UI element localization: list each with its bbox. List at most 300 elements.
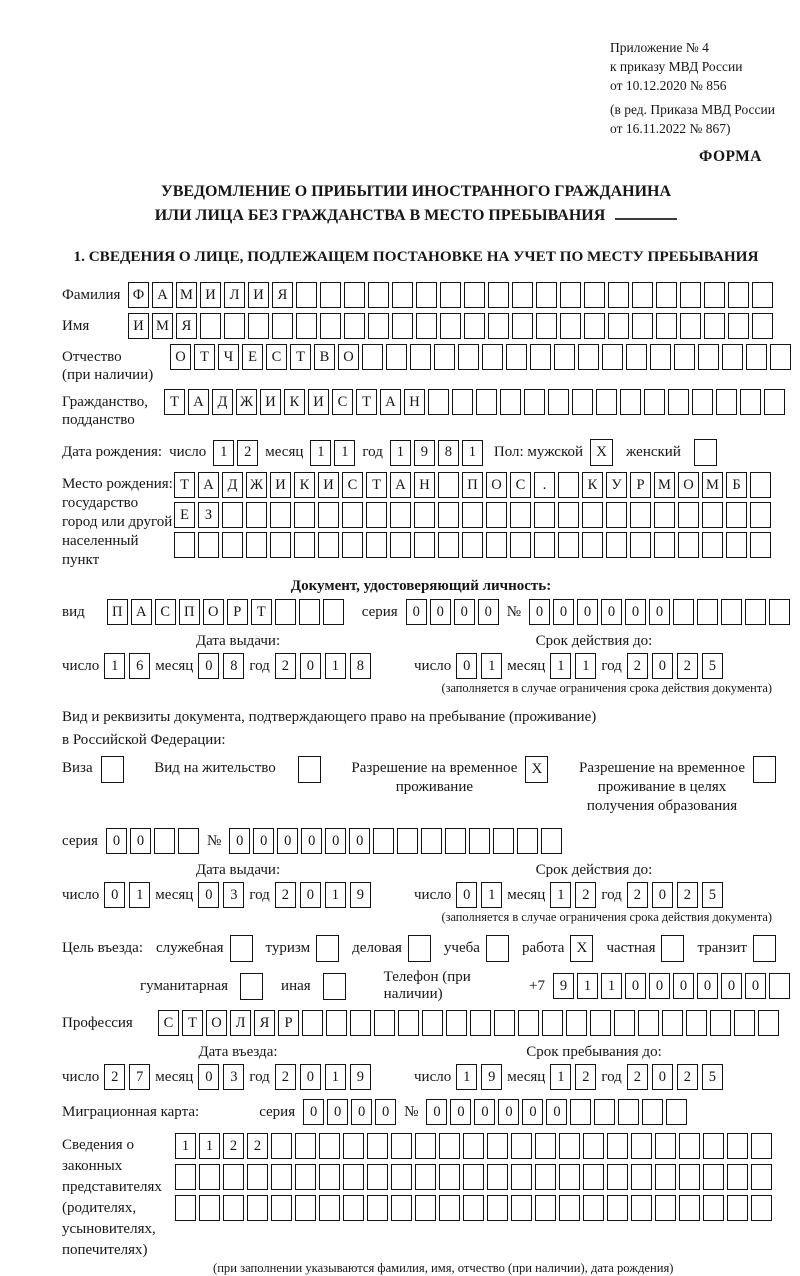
char-cell[interactable]: 2 bbox=[104, 1064, 125, 1090]
char-cell[interactable]: 6 bbox=[129, 653, 150, 679]
visa-checkbox[interactable] bbox=[101, 756, 124, 783]
sex-female-checkbox[interactable] bbox=[694, 439, 717, 466]
char-cell[interactable]: Ж bbox=[246, 472, 267, 498]
char-cell[interactable] bbox=[511, 1133, 532, 1159]
char-cell[interactable]: 2 bbox=[627, 882, 648, 908]
char-cell[interactable] bbox=[710, 1010, 731, 1036]
char-cell[interactable]: 0 bbox=[697, 973, 718, 999]
char-cell[interactable] bbox=[476, 389, 497, 415]
char-cell[interactable]: 0 bbox=[456, 882, 477, 908]
char-cell[interactable]: 1 bbox=[577, 973, 598, 999]
char-cell[interactable] bbox=[224, 313, 245, 339]
char-cell[interactable]: И bbox=[270, 472, 291, 498]
char-cell[interactable]: 0 bbox=[529, 599, 550, 625]
char-cell[interactable] bbox=[678, 502, 699, 528]
purpose-humanitarian-checkbox[interactable] bbox=[240, 973, 263, 1000]
char-cell[interactable] bbox=[422, 1010, 443, 1036]
char-cell[interactable]: 0 bbox=[253, 828, 274, 854]
char-cell[interactable] bbox=[247, 1195, 268, 1221]
char-cell[interactable]: 1 bbox=[601, 973, 622, 999]
char-cell[interactable]: 0 bbox=[522, 1099, 543, 1125]
purpose-work-checkbox[interactable]: X bbox=[570, 935, 593, 962]
char-cell[interactable] bbox=[656, 282, 677, 308]
char-cell[interactable] bbox=[726, 532, 747, 558]
char-cell[interactable] bbox=[390, 532, 411, 558]
char-cell[interactable] bbox=[582, 502, 603, 528]
char-cell[interactable] bbox=[758, 1010, 779, 1036]
char-cell[interactable]: И bbox=[248, 282, 269, 308]
char-cell[interactable] bbox=[559, 1164, 580, 1190]
char-cell[interactable] bbox=[469, 828, 490, 854]
char-cell[interactable]: 1 bbox=[550, 1064, 571, 1090]
char-cell[interactable] bbox=[415, 1195, 436, 1221]
char-cell[interactable]: 2 bbox=[247, 1133, 268, 1159]
char-cell[interactable]: 1 bbox=[481, 882, 502, 908]
char-cell[interactable]: 0 bbox=[450, 1099, 471, 1125]
char-cell[interactable] bbox=[727, 1195, 748, 1221]
char-cell[interactable] bbox=[373, 828, 394, 854]
purpose-business-checkbox[interactable] bbox=[408, 935, 431, 962]
char-cell[interactable] bbox=[270, 502, 291, 528]
char-cell[interactable] bbox=[734, 1010, 755, 1036]
char-cell[interactable] bbox=[222, 502, 243, 528]
char-cell[interactable]: 1 bbox=[325, 653, 346, 679]
char-cell[interactable] bbox=[246, 502, 267, 528]
char-cell[interactable] bbox=[751, 1133, 772, 1159]
char-cell[interactable]: К bbox=[582, 472, 603, 498]
char-cell[interactable]: 0 bbox=[553, 599, 574, 625]
char-cell[interactable]: 1 bbox=[481, 653, 502, 679]
char-cell[interactable]: 0 bbox=[300, 1064, 321, 1090]
char-cell[interactable]: Е bbox=[242, 344, 263, 370]
char-cell[interactable]: О bbox=[170, 344, 191, 370]
char-cell[interactable] bbox=[174, 532, 195, 558]
char-cell[interactable] bbox=[390, 502, 411, 528]
char-cell[interactable]: Д bbox=[212, 389, 233, 415]
char-cell[interactable] bbox=[512, 282, 533, 308]
char-cell[interactable] bbox=[583, 1195, 604, 1221]
char-cell[interactable] bbox=[721, 599, 742, 625]
char-cell[interactable] bbox=[486, 532, 507, 558]
char-cell[interactable]: 0 bbox=[721, 973, 742, 999]
char-cell[interactable] bbox=[464, 313, 485, 339]
char-cell[interactable]: А bbox=[380, 389, 401, 415]
char-cell[interactable] bbox=[608, 282, 629, 308]
char-cell[interactable]: 2 bbox=[275, 882, 296, 908]
char-cell[interactable] bbox=[222, 532, 243, 558]
char-cell[interactable] bbox=[368, 282, 389, 308]
char-cell[interactable] bbox=[631, 1133, 652, 1159]
char-cell[interactable]: А bbox=[390, 472, 411, 498]
char-cell[interactable]: 5 bbox=[702, 882, 723, 908]
char-cell[interactable] bbox=[716, 389, 737, 415]
char-cell[interactable]: Д bbox=[222, 472, 243, 498]
char-cell[interactable] bbox=[631, 1164, 652, 1190]
char-cell[interactable] bbox=[296, 282, 317, 308]
char-cell[interactable] bbox=[410, 344, 431, 370]
char-cell[interactable] bbox=[584, 313, 605, 339]
char-cell[interactable] bbox=[462, 502, 483, 528]
char-cell[interactable] bbox=[626, 344, 647, 370]
char-cell[interactable]: Р bbox=[227, 599, 248, 625]
char-cell[interactable]: 2 bbox=[627, 653, 648, 679]
char-cell[interactable]: С bbox=[342, 472, 363, 498]
char-cell[interactable] bbox=[679, 1164, 700, 1190]
char-cell[interactable] bbox=[446, 1010, 467, 1036]
char-cell[interactable]: О bbox=[206, 1010, 227, 1036]
char-cell[interactable] bbox=[607, 1164, 628, 1190]
char-cell[interactable] bbox=[438, 472, 459, 498]
char-cell[interactable]: 2 bbox=[677, 1064, 698, 1090]
char-cell[interactable] bbox=[554, 344, 575, 370]
char-cell[interactable] bbox=[703, 1164, 724, 1190]
char-cell[interactable] bbox=[607, 1195, 628, 1221]
char-cell[interactable]: П bbox=[462, 472, 483, 498]
char-cell[interactable] bbox=[590, 1010, 611, 1036]
char-cell[interactable] bbox=[583, 1164, 604, 1190]
char-cell[interactable] bbox=[319, 1133, 340, 1159]
char-cell[interactable]: Т bbox=[174, 472, 195, 498]
char-cell[interactable] bbox=[366, 532, 387, 558]
char-cell[interactable] bbox=[392, 282, 413, 308]
char-cell[interactable]: 2 bbox=[677, 882, 698, 908]
char-cell[interactable] bbox=[655, 1164, 676, 1190]
char-cell[interactable]: И bbox=[128, 313, 149, 339]
char-cell[interactable] bbox=[438, 532, 459, 558]
char-cell[interactable] bbox=[445, 828, 466, 854]
purpose-tourism-checkbox[interactable] bbox=[316, 935, 339, 962]
char-cell[interactable] bbox=[397, 828, 418, 854]
char-cell[interactable] bbox=[727, 1133, 748, 1159]
char-cell[interactable]: 0 bbox=[349, 828, 370, 854]
char-cell[interactable]: 2 bbox=[677, 653, 698, 679]
char-cell[interactable] bbox=[510, 502, 531, 528]
char-cell[interactable] bbox=[391, 1195, 412, 1221]
char-cell[interactable]: Ф bbox=[128, 282, 149, 308]
char-cell[interactable] bbox=[223, 1195, 244, 1221]
char-cell[interactable] bbox=[294, 532, 315, 558]
char-cell[interactable]: 0 bbox=[652, 1064, 673, 1090]
char-cell[interactable] bbox=[750, 472, 771, 498]
char-cell[interactable] bbox=[752, 313, 773, 339]
char-cell[interactable]: 1 bbox=[310, 440, 331, 466]
char-cell[interactable]: О bbox=[338, 344, 359, 370]
char-cell[interactable]: С bbox=[510, 472, 531, 498]
char-cell[interactable] bbox=[674, 344, 695, 370]
char-cell[interactable] bbox=[343, 1195, 364, 1221]
char-cell[interactable] bbox=[602, 344, 623, 370]
char-cell[interactable] bbox=[517, 828, 538, 854]
char-cell[interactable] bbox=[566, 1010, 587, 1036]
char-cell[interactable] bbox=[606, 502, 627, 528]
char-cell[interactable]: 0 bbox=[478, 599, 499, 625]
char-cell[interactable] bbox=[386, 344, 407, 370]
char-cell[interactable] bbox=[178, 828, 199, 854]
char-cell[interactable]: 5 bbox=[702, 653, 723, 679]
char-cell[interactable] bbox=[726, 502, 747, 528]
purpose-private-checkbox[interactable] bbox=[661, 935, 684, 962]
char-cell[interactable]: 1 bbox=[325, 882, 346, 908]
char-cell[interactable] bbox=[493, 828, 514, 854]
char-cell[interactable] bbox=[367, 1195, 388, 1221]
char-cell[interactable] bbox=[464, 282, 485, 308]
char-cell[interactable]: Р bbox=[278, 1010, 299, 1036]
char-cell[interactable]: 0 bbox=[130, 828, 151, 854]
char-cell[interactable]: 1 bbox=[575, 653, 596, 679]
char-cell[interactable] bbox=[656, 313, 677, 339]
char-cell[interactable] bbox=[500, 389, 521, 415]
char-cell[interactable]: 1 bbox=[550, 653, 571, 679]
char-cell[interactable]: 3 bbox=[223, 882, 244, 908]
char-cell[interactable] bbox=[559, 1195, 580, 1221]
char-cell[interactable] bbox=[487, 1195, 508, 1221]
char-cell[interactable] bbox=[175, 1164, 196, 1190]
char-cell[interactable] bbox=[366, 502, 387, 528]
char-cell[interactable] bbox=[558, 502, 579, 528]
char-cell[interactable]: 0 bbox=[375, 1099, 396, 1125]
char-cell[interactable]: 0 bbox=[649, 599, 670, 625]
char-cell[interactable]: 1 bbox=[175, 1133, 196, 1159]
char-cell[interactable]: Т bbox=[251, 599, 272, 625]
purpose-transit-checkbox[interactable] bbox=[753, 935, 776, 962]
char-cell[interactable]: 0 bbox=[652, 882, 673, 908]
sex-male-checkbox[interactable]: X bbox=[590, 439, 613, 466]
char-cell[interactable]: 0 bbox=[104, 882, 125, 908]
char-cell[interactable] bbox=[428, 389, 449, 415]
char-cell[interactable]: 3 bbox=[223, 1064, 244, 1090]
char-cell[interactable] bbox=[223, 1164, 244, 1190]
char-cell[interactable]: 2 bbox=[575, 882, 596, 908]
char-cell[interactable] bbox=[728, 282, 749, 308]
char-cell[interactable] bbox=[570, 1099, 591, 1125]
char-cell[interactable]: 2 bbox=[237, 440, 258, 466]
char-cell[interactable] bbox=[535, 1195, 556, 1221]
char-cell[interactable] bbox=[439, 1133, 460, 1159]
char-cell[interactable] bbox=[367, 1133, 388, 1159]
char-cell[interactable] bbox=[198, 532, 219, 558]
char-cell[interactable] bbox=[703, 1133, 724, 1159]
char-cell[interactable] bbox=[704, 282, 725, 308]
char-cell[interactable]: 0 bbox=[406, 599, 427, 625]
char-cell[interactable] bbox=[248, 313, 269, 339]
char-cell[interactable]: М bbox=[152, 313, 173, 339]
char-cell[interactable]: С bbox=[155, 599, 176, 625]
char-cell[interactable] bbox=[530, 344, 551, 370]
char-cell[interactable] bbox=[342, 532, 363, 558]
char-cell[interactable] bbox=[728, 313, 749, 339]
char-cell[interactable]: 2 bbox=[575, 1064, 596, 1090]
char-cell[interactable] bbox=[398, 1010, 419, 1036]
char-cell[interactable] bbox=[764, 389, 785, 415]
char-cell[interactable]: 0 bbox=[277, 828, 298, 854]
char-cell[interactable] bbox=[698, 344, 719, 370]
char-cell[interactable] bbox=[596, 389, 617, 415]
char-cell[interactable] bbox=[392, 313, 413, 339]
char-cell[interactable] bbox=[421, 828, 442, 854]
char-cell[interactable]: . bbox=[534, 472, 555, 498]
char-cell[interactable] bbox=[452, 389, 473, 415]
char-cell[interactable] bbox=[536, 313, 557, 339]
char-cell[interactable] bbox=[620, 389, 641, 415]
char-cell[interactable] bbox=[350, 1010, 371, 1036]
char-cell[interactable] bbox=[414, 502, 435, 528]
char-cell[interactable] bbox=[584, 282, 605, 308]
char-cell[interactable] bbox=[272, 313, 293, 339]
char-cell[interactable]: 1 bbox=[456, 1064, 477, 1090]
char-cell[interactable] bbox=[608, 313, 629, 339]
char-cell[interactable] bbox=[518, 1010, 539, 1036]
char-cell[interactable] bbox=[558, 532, 579, 558]
char-cell[interactable] bbox=[434, 344, 455, 370]
char-cell[interactable]: Н bbox=[414, 472, 435, 498]
char-cell[interactable]: У bbox=[606, 472, 627, 498]
char-cell[interactable] bbox=[722, 344, 743, 370]
char-cell[interactable] bbox=[320, 313, 341, 339]
char-cell[interactable]: 0 bbox=[625, 599, 646, 625]
char-cell[interactable] bbox=[769, 599, 790, 625]
char-cell[interactable]: 0 bbox=[198, 882, 219, 908]
residence-permit-checkbox[interactable] bbox=[298, 756, 321, 783]
char-cell[interactable] bbox=[246, 532, 267, 558]
char-cell[interactable] bbox=[318, 502, 339, 528]
char-cell[interactable] bbox=[702, 502, 723, 528]
char-cell[interactable] bbox=[470, 1010, 491, 1036]
char-cell[interactable]: 0 bbox=[301, 828, 322, 854]
char-cell[interactable] bbox=[199, 1164, 220, 1190]
temp-residence-checkbox[interactable]: X bbox=[525, 756, 548, 783]
char-cell[interactable]: 0 bbox=[454, 599, 475, 625]
char-cell[interactable] bbox=[391, 1164, 412, 1190]
char-cell[interactable]: 9 bbox=[481, 1064, 502, 1090]
char-cell[interactable]: О bbox=[678, 472, 699, 498]
char-cell[interactable] bbox=[510, 532, 531, 558]
char-cell[interactable] bbox=[535, 1133, 556, 1159]
char-cell[interactable]: Т bbox=[356, 389, 377, 415]
char-cell[interactable]: Б bbox=[726, 472, 747, 498]
char-cell[interactable] bbox=[692, 389, 713, 415]
char-cell[interactable]: 9 bbox=[414, 440, 435, 466]
char-cell[interactable] bbox=[299, 599, 320, 625]
char-cell[interactable]: Л bbox=[224, 282, 245, 308]
char-cell[interactable]: 0 bbox=[198, 1064, 219, 1090]
char-cell[interactable]: 0 bbox=[426, 1099, 447, 1125]
char-cell[interactable]: Т bbox=[164, 389, 185, 415]
char-cell[interactable] bbox=[536, 282, 557, 308]
char-cell[interactable] bbox=[703, 1195, 724, 1221]
char-cell[interactable]: 0 bbox=[430, 599, 451, 625]
char-cell[interactable]: 0 bbox=[474, 1099, 495, 1125]
char-cell[interactable]: 9 bbox=[553, 973, 574, 999]
temp-residence-education-checkbox[interactable] bbox=[753, 756, 776, 783]
char-cell[interactable] bbox=[560, 282, 581, 308]
char-cell[interactable]: 2 bbox=[275, 653, 296, 679]
char-cell[interactable]: 7 bbox=[129, 1064, 150, 1090]
char-cell[interactable] bbox=[727, 1164, 748, 1190]
char-cell[interactable]: Я bbox=[272, 282, 293, 308]
char-cell[interactable]: 9 bbox=[350, 882, 371, 908]
char-cell[interactable]: 0 bbox=[198, 653, 219, 679]
char-cell[interactable]: 2 bbox=[223, 1133, 244, 1159]
char-cell[interactable] bbox=[488, 313, 509, 339]
char-cell[interactable] bbox=[607, 1133, 628, 1159]
char-cell[interactable] bbox=[770, 344, 791, 370]
char-cell[interactable]: Т bbox=[194, 344, 215, 370]
char-cell[interactable]: 1 bbox=[199, 1133, 220, 1159]
char-cell[interactable]: 2 bbox=[627, 1064, 648, 1090]
char-cell[interactable]: С bbox=[158, 1010, 179, 1036]
char-cell[interactable]: 0 bbox=[456, 653, 477, 679]
char-cell[interactable] bbox=[630, 502, 651, 528]
char-cell[interactable] bbox=[367, 1164, 388, 1190]
char-cell[interactable] bbox=[458, 344, 479, 370]
char-cell[interactable]: 0 bbox=[625, 973, 646, 999]
char-cell[interactable]: Ч bbox=[218, 344, 239, 370]
char-cell[interactable] bbox=[295, 1133, 316, 1159]
char-cell[interactable] bbox=[614, 1010, 635, 1036]
purpose-official-checkbox[interactable] bbox=[230, 935, 253, 962]
char-cell[interactable] bbox=[751, 1164, 772, 1190]
char-cell[interactable]: А bbox=[152, 282, 173, 308]
char-cell[interactable] bbox=[769, 973, 790, 999]
char-cell[interactable] bbox=[535, 1164, 556, 1190]
char-cell[interactable] bbox=[534, 502, 555, 528]
char-cell[interactable] bbox=[438, 502, 459, 528]
char-cell[interactable] bbox=[487, 1164, 508, 1190]
char-cell[interactable] bbox=[680, 282, 701, 308]
char-cell[interactable] bbox=[416, 313, 437, 339]
char-cell[interactable] bbox=[511, 1195, 532, 1221]
char-cell[interactable] bbox=[463, 1133, 484, 1159]
char-cell[interactable]: 0 bbox=[300, 882, 321, 908]
char-cell[interactable] bbox=[374, 1010, 395, 1036]
char-cell[interactable] bbox=[578, 344, 599, 370]
char-cell[interactable] bbox=[750, 532, 771, 558]
char-cell[interactable]: И bbox=[200, 282, 221, 308]
char-cell[interactable] bbox=[524, 389, 545, 415]
char-cell[interactable] bbox=[654, 502, 675, 528]
char-cell[interactable]: 8 bbox=[350, 653, 371, 679]
char-cell[interactable]: Л bbox=[230, 1010, 251, 1036]
char-cell[interactable] bbox=[678, 532, 699, 558]
char-cell[interactable] bbox=[668, 389, 689, 415]
char-cell[interactable] bbox=[175, 1195, 196, 1221]
char-cell[interactable] bbox=[247, 1164, 268, 1190]
char-cell[interactable]: И bbox=[318, 472, 339, 498]
char-cell[interactable] bbox=[270, 532, 291, 558]
char-cell[interactable] bbox=[697, 599, 718, 625]
char-cell[interactable]: 8 bbox=[438, 440, 459, 466]
char-cell[interactable]: Т bbox=[182, 1010, 203, 1036]
char-cell[interactable]: Е bbox=[174, 502, 195, 528]
char-cell[interactable]: 1 bbox=[325, 1064, 346, 1090]
char-cell[interactable]: 0 bbox=[498, 1099, 519, 1125]
char-cell[interactable] bbox=[487, 1133, 508, 1159]
char-cell[interactable] bbox=[368, 313, 389, 339]
char-cell[interactable]: 1 bbox=[390, 440, 411, 466]
char-cell[interactable] bbox=[560, 313, 581, 339]
char-cell[interactable] bbox=[559, 1133, 580, 1159]
char-cell[interactable] bbox=[512, 313, 533, 339]
char-cell[interactable] bbox=[440, 282, 461, 308]
char-cell[interactable] bbox=[296, 313, 317, 339]
char-cell[interactable] bbox=[541, 828, 562, 854]
char-cell[interactable] bbox=[680, 313, 701, 339]
char-cell[interactable] bbox=[463, 1195, 484, 1221]
char-cell[interactable] bbox=[439, 1195, 460, 1221]
char-cell[interactable]: 1 bbox=[129, 882, 150, 908]
char-cell[interactable] bbox=[752, 282, 773, 308]
char-cell[interactable] bbox=[679, 1133, 700, 1159]
